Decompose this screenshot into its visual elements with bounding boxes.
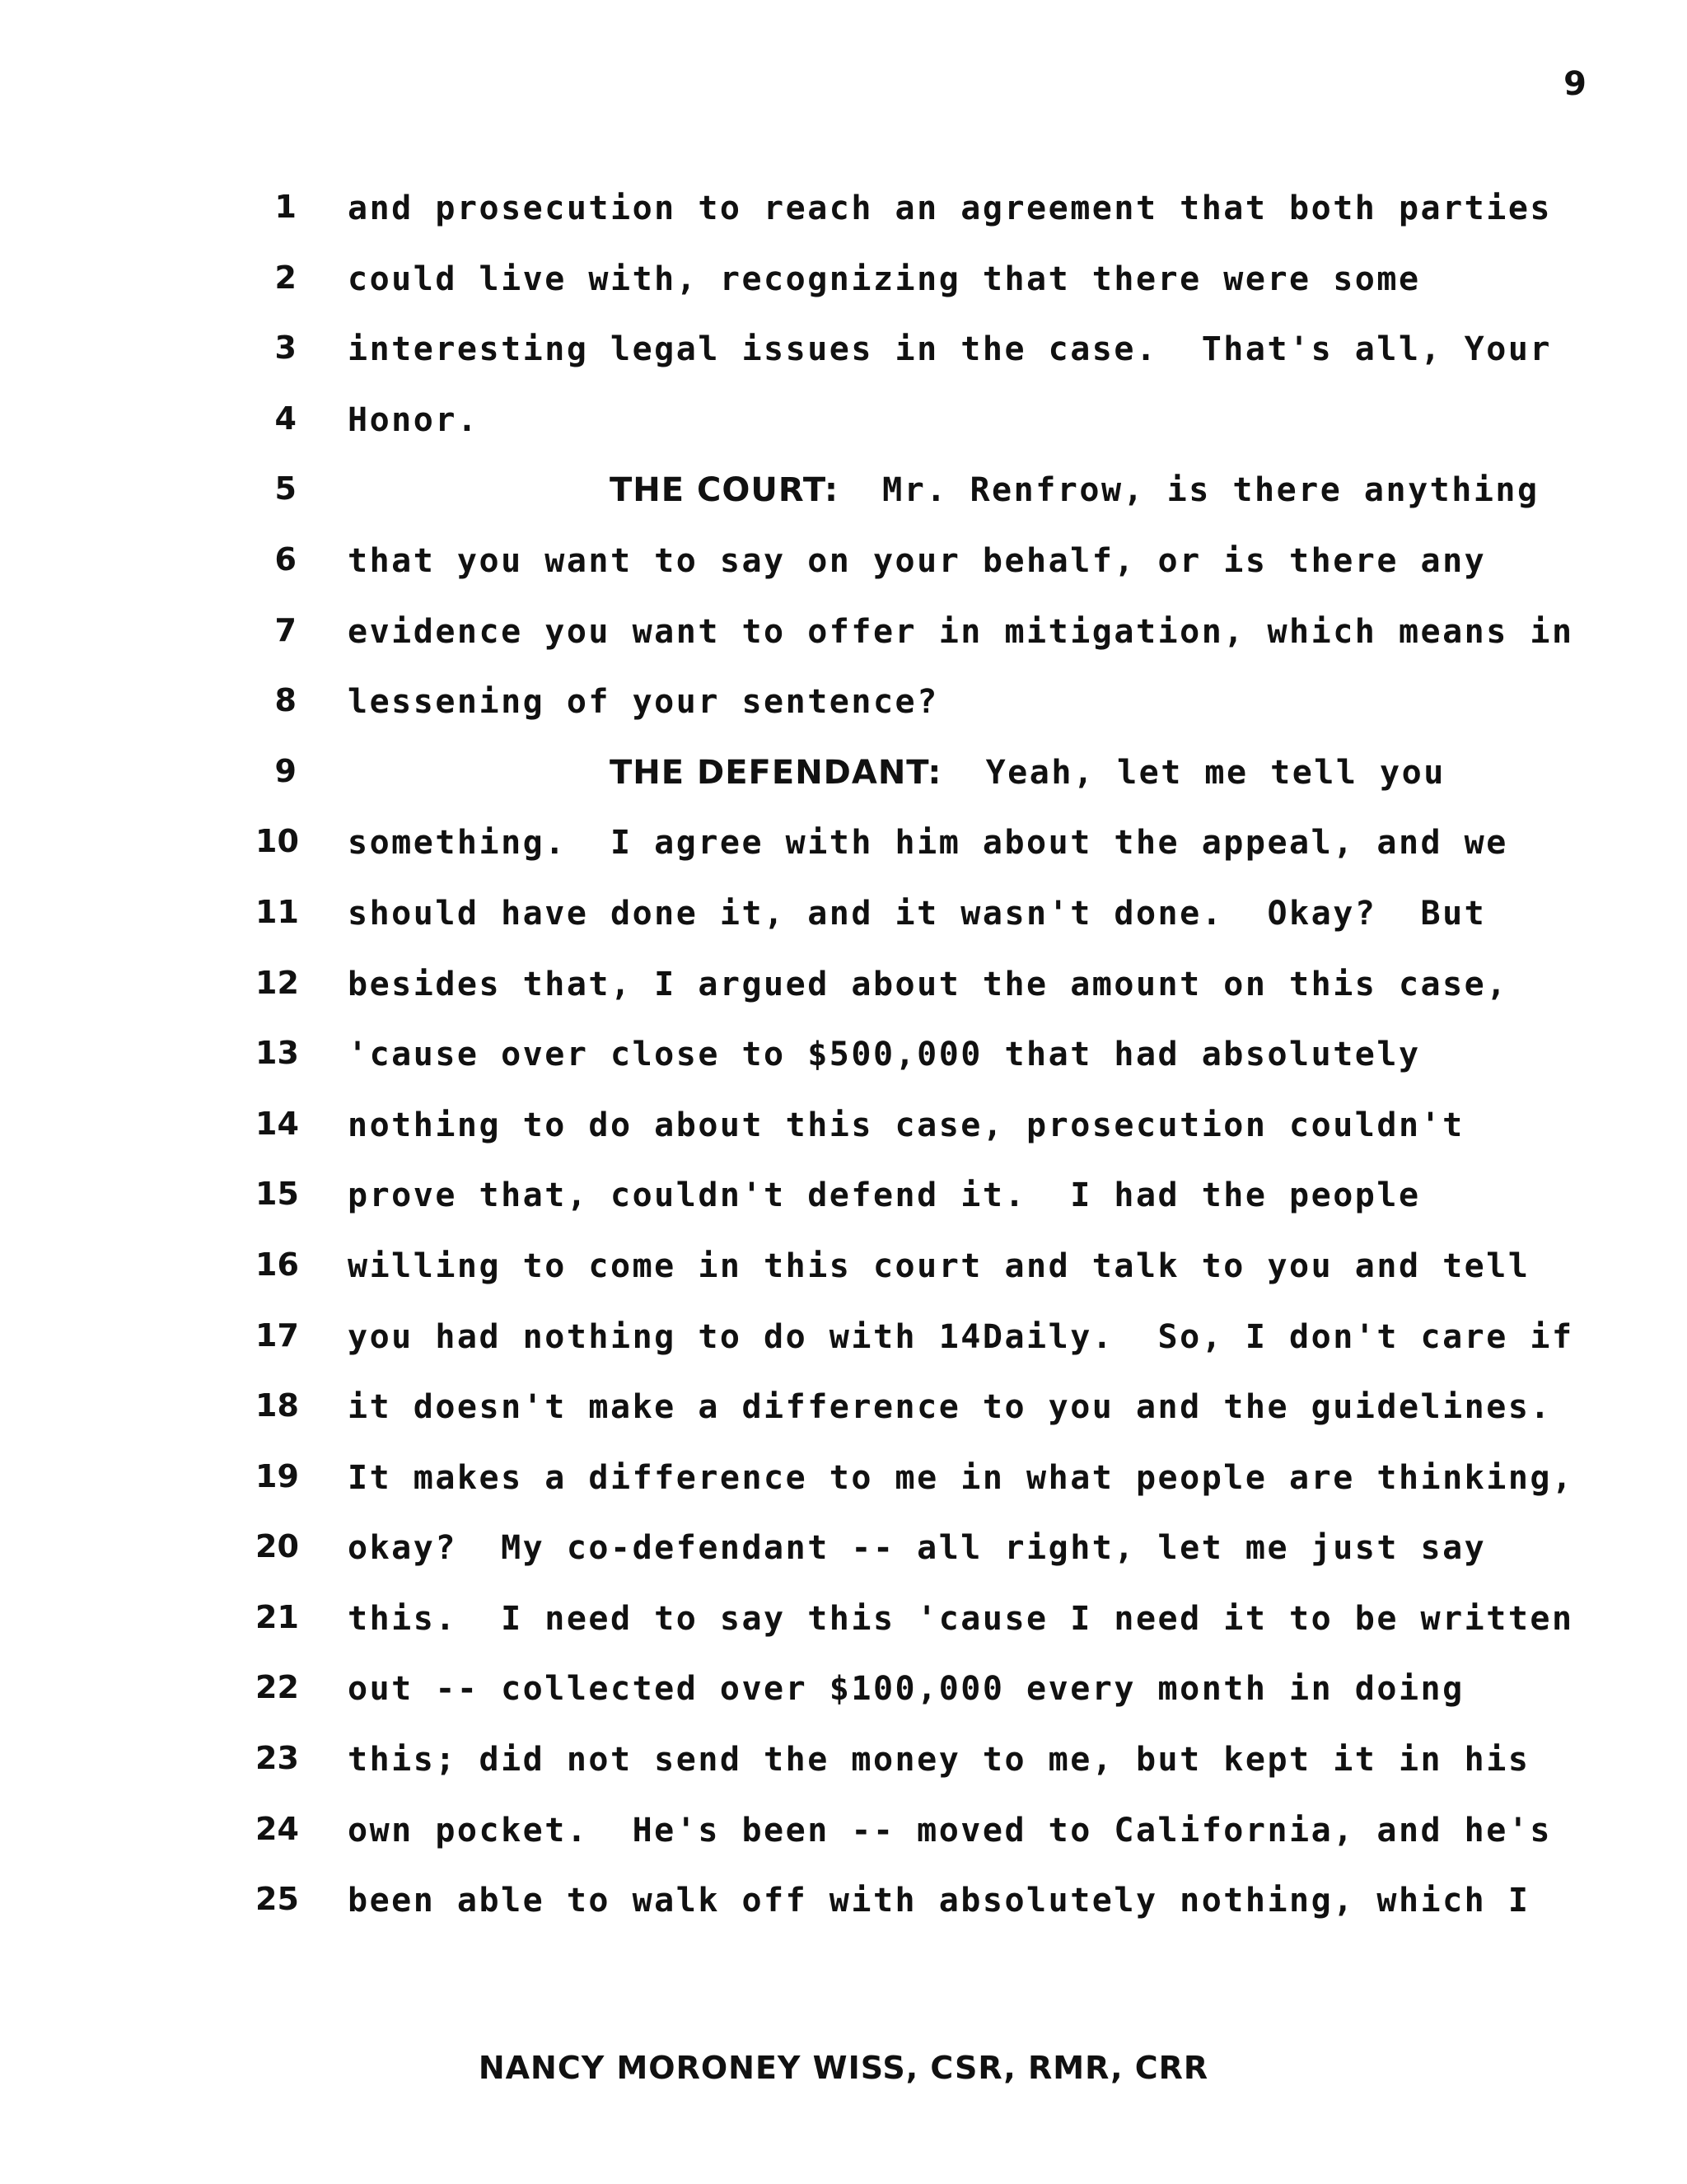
transcript-line [0, 606, 1687, 677]
line-number: 25 [255, 1881, 299, 1918]
transcript-line [0, 1029, 1687, 1100]
transcript-line [0, 1170, 1687, 1241]
transcript-line [0, 1734, 1687, 1805]
line-number: 4 [274, 400, 297, 437]
line-text: this; did not send the money to me, but kept it in his [348, 1741, 1530, 1779]
transcript-line [0, 747, 1687, 818]
line-number: 20 [255, 1528, 299, 1565]
line-number: 14 [255, 1105, 299, 1142]
line-text: willing to come in this court and talk to you and tell [348, 1246, 1530, 1285]
line-text: prove that, couldn't defend it. I had the people [348, 1176, 1421, 1215]
line-text [610, 754, 1446, 792]
line-number: 15 [255, 1176, 299, 1213]
line-text: interesting legal issues in the case. That's all, Your [348, 330, 1553, 369]
line-text: lessening of your sentence? [348, 683, 939, 722]
transcript-line [0, 1100, 1687, 1171]
line-text: something. I agree with him about the appeal, and we [348, 824, 1508, 863]
line-text: own pocket. He's been -- moved to California, and he's [348, 1811, 1553, 1850]
line-text: It makes a difference to me in what people are thinking, [348, 1458, 1574, 1497]
line-number: 18 [255, 1387, 299, 1424]
line-text: you had nothing to do with 14Daily. So, I don't care if [348, 1317, 1574, 1356]
transcript-line [0, 1593, 1687, 1664]
line-number: 10 [255, 823, 299, 860]
line-text: and prosecution to reach an agreement that both parties [348, 189, 1553, 227]
line-text: been able to walk off with absolutely nothing, which I [348, 1882, 1530, 1920]
line-number: 6 [274, 540, 297, 578]
transcript-line [0, 1241, 1687, 1312]
line-number: 8 [274, 682, 297, 719]
line-number: 16 [255, 1246, 299, 1283]
line-number: 1 [274, 189, 297, 225]
transcript-line [0, 817, 1687, 888]
line-text: besides that, I argued about the amount on this case, [348, 965, 1508, 1003]
transcript-line [0, 324, 1687, 395]
line-text [610, 471, 1540, 509]
transcript-line [0, 959, 1687, 1030]
transcript-line [0, 183, 1687, 254]
transcript-line [0, 1382, 1687, 1452]
line-text: that you want to say on your behalf, or is there any [348, 541, 1487, 580]
page-number: 9 [1563, 65, 1587, 103]
transcript-line [0, 1522, 1687, 1593]
line-number: 3 [274, 330, 297, 367]
line-number: 23 [255, 1740, 299, 1777]
line-number: 5 [274, 470, 297, 507]
line-number: 7 [274, 611, 297, 648]
transcript-line [0, 1452, 1687, 1523]
line-text: could live with, recognizing that there were some [348, 260, 1421, 298]
speaker-statement: Yeah, let me tell you [942, 753, 1446, 792]
transcript-line [0, 535, 1687, 606]
transcript-line [0, 888, 1687, 959]
line-number: 13 [255, 1035, 299, 1072]
line-number: 17 [255, 1316, 299, 1354]
line-text: out -- collected over $100,000 every month in doing [348, 1670, 1465, 1709]
transcript-body [0, 183, 1687, 1946]
line-number: 22 [255, 1669, 299, 1706]
speaker-label: THE COURT: [610, 471, 839, 510]
speaker-label: THE DEFENDANT: [610, 753, 942, 792]
reporter-footer: NANCY MORONEY WISS, CSR, RMR, CRR [478, 2050, 1209, 2086]
transcript-line [0, 465, 1687, 535]
line-number: 12 [255, 964, 299, 1001]
transcript-line [0, 254, 1687, 325]
line-text: this. I need to say this 'cause I need it to be written [348, 1599, 1574, 1638]
transcript-line [0, 1663, 1687, 1734]
transcript-line [0, 676, 1687, 747]
line-number: 19 [255, 1457, 299, 1494]
line-text: nothing to do about this case, prosecution couldn't [348, 1106, 1465, 1144]
transcript-line [0, 395, 1687, 465]
transcript-line [0, 1875, 1687, 1946]
line-number: 2 [274, 259, 297, 296]
line-number: 11 [255, 893, 299, 930]
transcript-line [0, 1805, 1687, 1876]
speaker-statement: Mr. Renfrow, is there anything [838, 471, 1540, 510]
line-text: okay? My co-defendant -- all right, let me just say [348, 1529, 1487, 1568]
line-text: evidence you want to offer in mitigation, which means in [348, 612, 1574, 651]
line-text: Honor. [348, 400, 479, 439]
line-text: it doesn't make a difference to you and the guidelines. [348, 1388, 1553, 1427]
line-number: 9 [274, 752, 297, 789]
line-text: 'cause over close to $500,000 that had absolutely [348, 1036, 1421, 1074]
line-text: should have done it, and it wasn't done. Okay? But [348, 894, 1487, 933]
transcript-line [0, 1312, 1687, 1382]
line-number: 21 [255, 1598, 299, 1635]
line-number: 24 [255, 1810, 299, 1847]
